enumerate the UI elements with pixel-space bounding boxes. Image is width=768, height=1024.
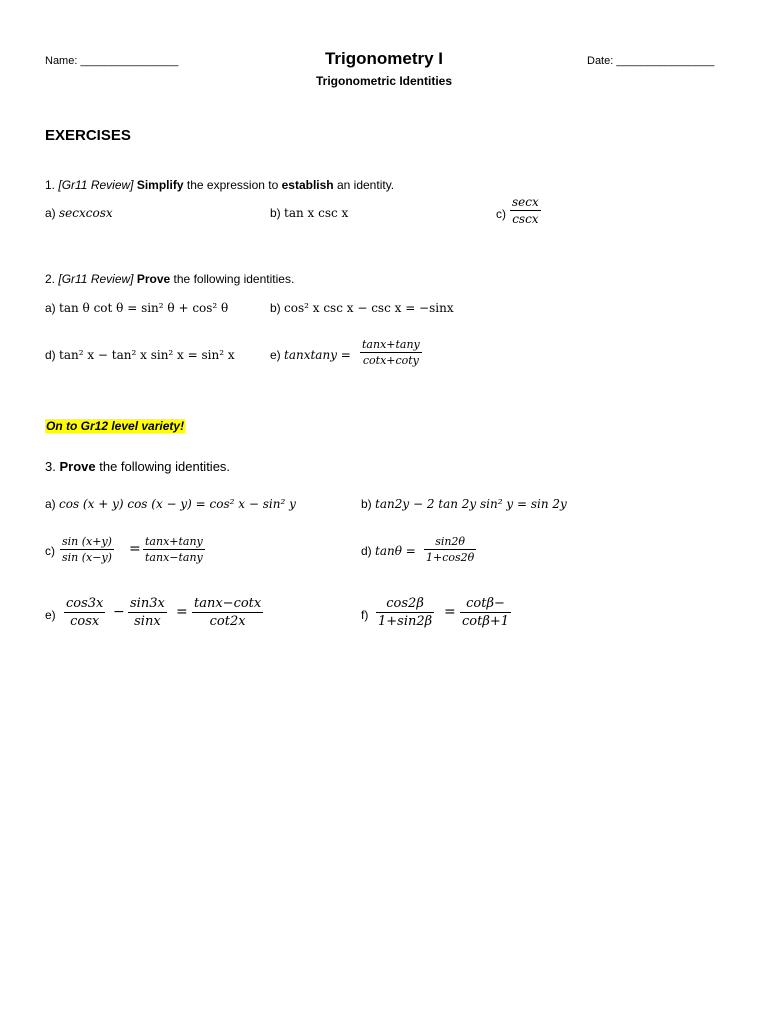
q3-c-equals: = — [129, 541, 141, 557]
q1-text-2: an identity. — [336, 178, 395, 192]
q3-number: 3. — [45, 459, 56, 474]
q1-simplify: Simplify — [136, 178, 184, 192]
q3-c-denominator-left: sin (x−y) — [62, 551, 112, 564]
q2-b-label: b) — [270, 301, 281, 315]
date-field — [587, 55, 714, 67]
q2-a-label: a) — [45, 301, 56, 315]
q2-e-denominator: cotx+coty — [362, 354, 419, 367]
q3-e-label: e) — [45, 608, 56, 622]
q2-e-label: e) — [270, 348, 281, 362]
q3-c-label: c) — [45, 544, 55, 558]
q2-e-fraction — [360, 338, 422, 367]
q1-c-denominator: cscx — [512, 212, 539, 226]
q3-e-numerator-1: cos3x — [66, 596, 104, 611]
gr12-banner — [45, 417, 185, 435]
q1-a-label: a) — [45, 206, 56, 220]
q2-prompt — [45, 272, 294, 286]
q2-e-numerator: tanx+tany — [362, 338, 420, 351]
q2-e-lhs: tanxtany = — [284, 348, 351, 362]
q3-b-label: b) — [361, 497, 372, 511]
q1-number: 1. — [45, 178, 56, 192]
q3-e-numerator-2: sin3x — [130, 596, 165, 611]
q3-e-denominator-3: cot2x — [209, 614, 246, 629]
gr12-banner-text: On to Gr12 level variety! — [46, 419, 185, 433]
q3-b-expression: tan2y − 2 tan 2y sin² y = sin 2y — [375, 497, 567, 511]
q3-e-fraction-3 — [192, 596, 263, 629]
q3-text: the following identities. — [99, 459, 231, 474]
q2-tag: [Gr11 Review] — [58, 272, 134, 286]
q2-d-label: d) — [45, 348, 56, 362]
q3-part-a — [45, 497, 296, 511]
q3-c-fraction-left — [60, 535, 114, 564]
q3-f-numerator-left: cos2β — [376, 596, 434, 613]
q3-d-numerator: sin2θ — [424, 535, 476, 550]
q3-e-numerator-3: tanx−cotx — [194, 596, 262, 611]
q3-d-lhs: tanθ = — [375, 544, 416, 558]
q2-part-b — [270, 301, 454, 315]
q2-text: the following identities. — [173, 272, 295, 286]
q3-f-denominator-left: 1+sin2β — [378, 614, 433, 629]
q3-part-b — [361, 497, 567, 511]
q2-prove: Prove — [136, 272, 171, 286]
q3-f-fraction-left — [376, 596, 434, 629]
q2-part-d — [45, 348, 235, 362]
q2-b-expression: cos² x csc x − csc x = −sinx — [284, 301, 454, 315]
q3-c-numerator-right: tanx+tany — [145, 535, 203, 548]
q3-d-fraction — [424, 535, 476, 564]
page-title: Trigonometry I — [324, 49, 444, 68]
q1-text-1: the expression to — [186, 178, 279, 192]
q1-b-label: b) — [270, 206, 281, 220]
q3-e-fraction-1 — [64, 596, 105, 629]
q2-a-expression: tan θ cot θ = sin² θ + cos² θ — [59, 301, 229, 315]
date-label: Date: — [587, 55, 614, 67]
q3-prove: Prove — [59, 459, 96, 474]
q1-prompt — [45, 178, 394, 192]
name-blank: ________________ — [80, 55, 179, 67]
q1-part-b — [270, 206, 348, 220]
q3-d-denominator: 1+cos2θ — [426, 551, 475, 564]
q3-c-numerator-left: sin (x+y) — [62, 535, 112, 548]
q3-e-denominator-2: sinx — [134, 614, 161, 629]
q3-e-denominator-1: cosx — [70, 614, 100, 629]
q1-a-expression: secxcosx — [59, 206, 113, 220]
name-label: Name: — [45, 55, 78, 67]
q1-part-a — [45, 206, 113, 220]
q3-f-label: f) — [361, 608, 369, 622]
q1-establish: establish — [281, 178, 334, 192]
q3-e-equals: = — [176, 604, 188, 620]
q3-e-fraction-2 — [128, 596, 167, 629]
q3-f-numerator-right: cotβ− — [460, 596, 511, 613]
q1-c-label: c) — [496, 207, 506, 221]
q2-number: 2. — [45, 272, 56, 286]
q3-f-fraction-right — [460, 596, 511, 629]
q3-d-label: d) — [361, 544, 372, 558]
q3-a-expression: cos (x + y) cos (x − y) = cos² x − sin² y — [59, 497, 296, 511]
q1-c-numerator: secx — [512, 195, 539, 209]
q2-part-e — [270, 348, 351, 362]
q3-a-label: a) — [45, 497, 56, 511]
q3-f-equals: = — [444, 604, 456, 620]
q3-prompt — [45, 459, 230, 474]
q2-part-a — [45, 301, 228, 315]
q3-part-d — [361, 544, 416, 558]
q3-c-denominator-right: tanx−tany — [145, 551, 203, 564]
page-subtitle: Trigonometric Identities — [315, 74, 453, 88]
date-blank: ________________ — [616, 55, 715, 67]
q3-c-fraction-right — [143, 535, 205, 564]
q1-c-fraction — [510, 195, 541, 226]
q1-tag: [Gr11 Review] — [58, 178, 134, 192]
q2-d-expression: tan² x − tan² x sin² x = sin² x — [59, 348, 235, 362]
q1-b-expression: tan x csc x — [284, 206, 349, 220]
q3-f-denominator-right: cotβ+1 — [462, 614, 510, 629]
exercises-heading: EXERCISES — [45, 127, 131, 144]
q3-e-minus: − — [113, 604, 125, 620]
